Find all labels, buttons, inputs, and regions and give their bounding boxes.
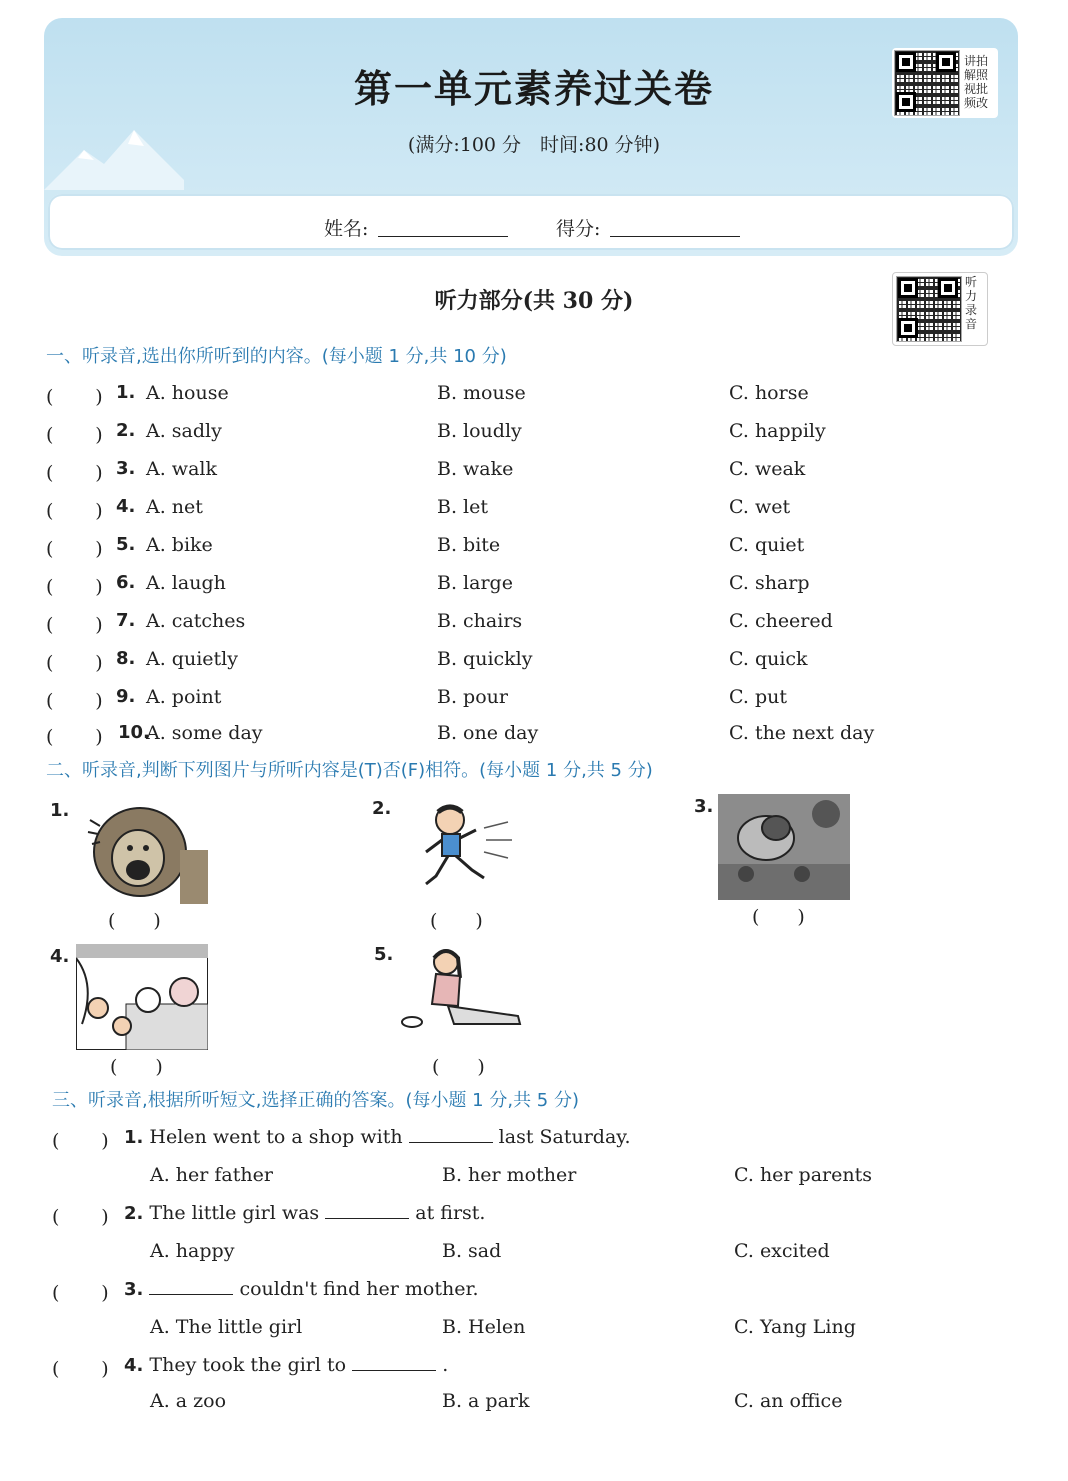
score-field[interactable] <box>610 236 740 237</box>
question-number: 2. <box>124 1203 144 1224</box>
question-text <box>124 1202 485 1238</box>
qr-video-box[interactable] <box>892 48 998 118</box>
answer-bracket[interactable]: ( ) <box>46 462 103 484</box>
question-number: 3. <box>124 1279 144 1300</box>
answer-bracket[interactable]: ( ) <box>46 652 103 674</box>
option-b[interactable]: B. chairs <box>437 610 523 632</box>
option-b[interactable]: B. mouse <box>437 382 526 404</box>
answer-bracket[interactable]: ( ) <box>46 614 103 636</box>
question-number: 8. <box>116 648 136 669</box>
option-a[interactable]: A. house <box>146 382 229 404</box>
option-a[interactable]: A. her father <box>150 1164 273 1186</box>
picture-number: 4. <box>50 946 70 967</box>
option-b[interactable]: B. loudly <box>437 420 522 442</box>
question-text <box>124 1354 448 1390</box>
question-text <box>124 1278 478 1314</box>
fill-blank[interactable] <box>352 1354 436 1371</box>
part2-heading: 二、听录音,判断下列图片与所听内容是(T)否(F)相符。(每小题 1 分,共 5 分) <box>46 760 653 781</box>
option-a[interactable]: A. point <box>146 686 222 708</box>
question-number: 1. <box>124 1127 144 1148</box>
answer-bracket[interactable]: ( ) <box>52 1206 109 1228</box>
running-boy-image <box>412 800 522 892</box>
question-number: 5. <box>116 534 136 555</box>
score-label: 得分: <box>556 218 601 240</box>
option-b[interactable]: B. one day <box>437 722 539 744</box>
question-stem: Helen went to a shop with <box>149 1126 403 1148</box>
option-a[interactable]: A. quietly <box>146 648 238 670</box>
option-a[interactable]: A. happy <box>150 1240 235 1262</box>
option-c[interactable]: C. put <box>729 686 787 708</box>
option-c[interactable]: C. weak <box>729 458 806 480</box>
question-stem-end: . <box>442 1354 449 1376</box>
option-a[interactable]: A. some day <box>146 722 263 744</box>
name-label: 姓名: <box>324 218 369 240</box>
option-b[interactable]: B. large <box>437 572 513 594</box>
qr-finder <box>898 278 918 298</box>
qr-finder <box>936 52 956 72</box>
option-c[interactable]: C. happily <box>729 420 826 442</box>
answer-bracket[interactable]: ( ) <box>46 424 103 446</box>
option-c[interactable]: C. cheered <box>729 610 833 632</box>
answer-bracket[interactable]: ( ) <box>46 690 103 712</box>
option-c[interactable]: C. Yang Ling <box>734 1316 856 1338</box>
answer-bracket[interactable]: ( ) <box>46 726 103 748</box>
option-b[interactable]: B. wake <box>437 458 514 480</box>
option-b[interactable]: B. sad <box>442 1240 502 1262</box>
option-b[interactable]: B. bite <box>437 534 501 556</box>
lion-roaring-image <box>82 800 208 904</box>
question-stem: The little girl was <box>149 1202 320 1224</box>
option-c[interactable]: C. sharp <box>729 572 810 594</box>
question-number: 6. <box>116 572 136 593</box>
qr-caption: 听 力 录 音 <box>965 275 978 331</box>
answer-bracket[interactable]: ( ) <box>52 1282 109 1304</box>
option-a[interactable]: A. a zoo <box>150 1390 227 1412</box>
question-number: 4. <box>124 1355 144 1376</box>
option-a[interactable]: A. walk <box>146 458 217 480</box>
option-a[interactable]: A. catches <box>146 610 246 632</box>
qr-finder <box>938 278 958 298</box>
lion-monkeys-image <box>718 794 850 900</box>
picture-number: 2. <box>372 798 392 819</box>
name-field[interactable] <box>378 236 508 237</box>
answer-bracket[interactable]: ( ) <box>108 910 161 932</box>
part1-heading: 一、听录音,选出你所听到的内容。(每小题 1 分,共 10 分) <box>46 346 507 367</box>
answer-bracket[interactable]: ( ) <box>46 538 103 560</box>
question-stem-end: at first. <box>415 1202 486 1224</box>
option-c[interactable]: C. her parents <box>734 1164 872 1186</box>
answer-bracket[interactable]: ( ) <box>46 500 103 522</box>
option-c[interactable]: C. horse <box>729 382 809 404</box>
exam-info: (满分:100 分 时间:80 分钟) <box>407 134 661 156</box>
qr-finder <box>898 318 918 338</box>
option-c[interactable]: C. the next day <box>729 722 875 744</box>
option-b[interactable]: B. Helen <box>442 1316 526 1338</box>
qr-finder <box>896 52 916 72</box>
question-stem-end: last Saturday. <box>498 1126 631 1148</box>
option-a[interactable]: A. sadly <box>146 420 222 442</box>
answer-bracket[interactable]: ( ) <box>752 906 805 928</box>
option-a[interactable]: A. laugh <box>146 572 226 594</box>
sitting-girl-image <box>398 944 528 1040</box>
page-title: 第一单元素养过关卷 <box>353 66 714 111</box>
question-number: 3. <box>116 458 136 479</box>
fill-blank[interactable] <box>149 1278 233 1295</box>
option-c[interactable]: C. quiet <box>729 534 805 556</box>
answer-bracket[interactable]: ( ) <box>52 1358 109 1380</box>
question-number: 7. <box>116 610 136 631</box>
listening-section-title: 听力部分(共 30 分) <box>434 288 634 314</box>
answer-bracket[interactable]: ( ) <box>430 910 483 932</box>
option-a[interactable]: A. bike <box>146 534 213 556</box>
name-score-strip <box>48 194 1014 250</box>
question-number: 10. <box>118 722 150 743</box>
answer-bracket[interactable]: ( ) <box>46 386 103 408</box>
option-b[interactable]: B. quickly <box>437 648 533 670</box>
picture-number: 3. <box>694 796 714 817</box>
part3-heading: 三、听录音,根据所听短文,选择正确的答案。(每小题 1 分,共 5 分) <box>52 1090 579 1111</box>
option-c[interactable]: C. excited <box>734 1240 830 1262</box>
question-number: 9. <box>116 686 136 707</box>
option-b[interactable]: B. pour <box>437 686 508 708</box>
fill-blank[interactable] <box>409 1126 493 1143</box>
qr-finder <box>896 92 916 112</box>
question-stem-end: couldn't find her mother. <box>239 1278 479 1300</box>
option-a[interactable]: A. net <box>146 496 203 518</box>
answer-bracket[interactable]: ( ) <box>46 576 103 598</box>
option-b[interactable]: B. her mother <box>442 1164 577 1186</box>
option-b[interactable]: B. let <box>437 496 488 518</box>
qr-listen-box[interactable] <box>892 272 988 346</box>
answer-bracket[interactable]: ( ) <box>52 1130 109 1152</box>
question-number: 2. <box>116 420 136 441</box>
puppet-show-image <box>76 944 208 1050</box>
option-c[interactable]: C. wet <box>729 496 791 518</box>
option-b[interactable]: B. a park <box>442 1390 530 1412</box>
question-text <box>124 1126 631 1162</box>
answer-bracket[interactable]: ( ) <box>432 1056 485 1078</box>
option-c[interactable]: C. quick <box>729 648 808 670</box>
fill-blank[interactable] <box>325 1202 409 1219</box>
picture-number: 1. <box>50 800 70 821</box>
option-c[interactable]: C. an office <box>734 1390 843 1412</box>
picture-number: 5. <box>374 944 394 965</box>
question-stem: They took the girl to <box>149 1354 347 1376</box>
question-number: 4. <box>116 496 136 517</box>
question-number: 1. <box>116 382 136 403</box>
qr-caption: 讲拍 解照 视批 频改 <box>964 54 989 110</box>
option-a[interactable]: A. The little girl <box>150 1316 303 1338</box>
answer-bracket[interactable]: ( ) <box>110 1056 163 1078</box>
